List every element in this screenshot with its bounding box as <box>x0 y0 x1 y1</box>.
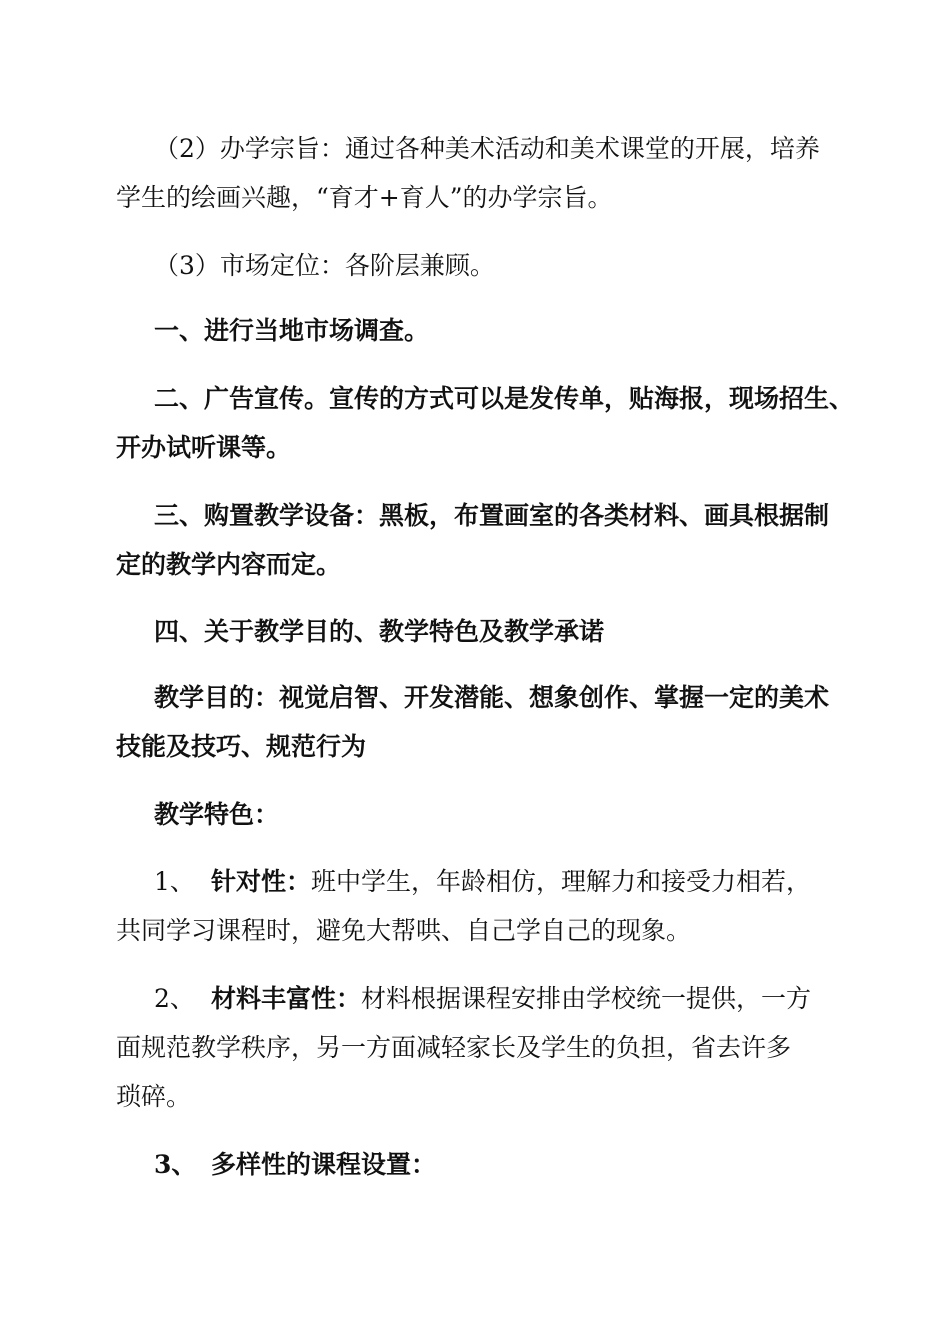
text-line: 开办试听课等。 <box>116 433 292 462</box>
text-line: 三、购置教学设备：黑板，布置画室的各类材料、画具根据制 <box>154 501 830 530</box>
heading-market-survey <box>116 306 854 355</box>
text-line: 四、关于教学目的、教学特色及教学承诺 <box>154 617 605 646</box>
list-number: 2、 <box>154 984 195 1013</box>
paragraph-market-position <box>116 241 854 290</box>
list-number: 1、 <box>154 867 195 896</box>
text-line: 教学目的：视觉启智、开发潜能、想象创作、掌握一定的美术 <box>154 683 830 712</box>
paragraph-advertising <box>116 374 855 472</box>
list-item-targeted <box>116 857 816 955</box>
text-line: 共同学习课程时，避免大帮哄、自己学自己的现象。 <box>116 916 692 945</box>
text-line: 一、进行当地市场调查。 <box>154 316 430 345</box>
text-line <box>116 857 811 906</box>
paragraph-teaching-goals <box>116 673 830 771</box>
item-label: 针对性： <box>211 867 312 896</box>
text-line: （2）办学宗旨：通过各种美术活动和美术课堂的开展，培养 <box>154 134 820 163</box>
heading-teaching-features <box>116 790 854 839</box>
text-line: 面规范教学秩序，另一方面减轻家长及学生的负担，省去许多 <box>116 1033 792 1062</box>
item-text: 班中学生，年龄相仿，理解力和接受力相若， <box>311 867 812 896</box>
text-line <box>116 1140 436 1189</box>
text-line: （3）市场定位：各阶层兼顾。 <box>154 251 495 280</box>
item-label: 材料丰富性： <box>211 984 362 1013</box>
item-text: 材料根据课程安排由学校统一提供，一方 <box>361 984 812 1013</box>
heading-teaching-section <box>116 607 854 656</box>
item-label: 多样性的课程设置： <box>211 1150 437 1179</box>
list-item-materials <box>116 974 816 1121</box>
list-item-curriculum <box>116 1140 816 1189</box>
text-line: 定的教学内容而定。 <box>116 550 342 579</box>
paragraph-school-purpose <box>116 124 820 222</box>
paragraph-equipment <box>116 491 830 589</box>
text-line <box>116 974 811 1023</box>
text-line: 二、广告宣传。宣传的方式可以是发传单，贴海报，现场招生、 <box>154 384 855 413</box>
text-line: 技能及技巧、规范行为 <box>116 732 367 761</box>
text-line: 琐碎。 <box>116 1082 192 1111</box>
text-line: 教学特色： <box>154 800 280 829</box>
text-line: 学生的绘画兴趣，“育才+育人”的办学宗旨。 <box>116 183 613 212</box>
list-number: 3、 <box>154 1150 197 1179</box>
